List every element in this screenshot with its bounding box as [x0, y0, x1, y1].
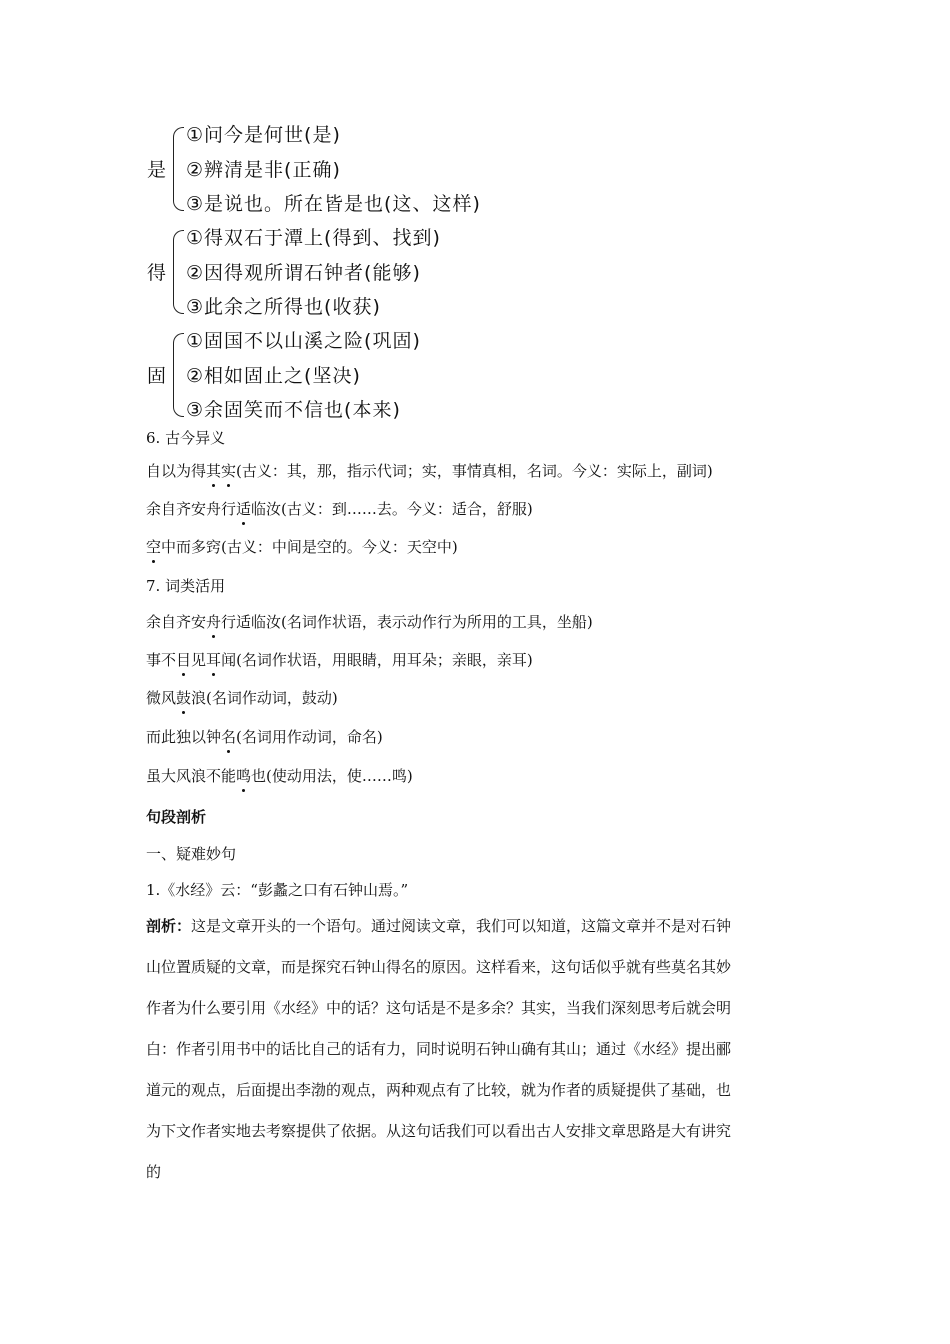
ancient-modern-line-1: [146, 460, 713, 481]
text: 行适临汝(名词作状语，表示动作行为所用的工具，坐船): [221, 613, 593, 631]
analysis-para-line-1: [146, 915, 731, 936]
text: (古义：其，那，指示代词；实，事情真相，名词。今义：实际上，副词): [236, 462, 713, 480]
dotted-char: 名: [221, 728, 237, 746]
section-heading-word-class: 7. 词类活用: [146, 577, 226, 595]
dotted-char: 目: [176, 651, 192, 669]
dotted-char: 舟: [206, 613, 222, 631]
section-heading-ancient-modern: 6. 古今异义: [146, 429, 226, 447]
word-class-line-3: [146, 687, 338, 708]
text: 浪(名词作动词，鼓动): [191, 689, 338, 707]
dotted-char: 适: [236, 500, 252, 518]
dotted-char: 其: [206, 462, 222, 480]
group-head-shi: 是: [147, 159, 167, 181]
text: 而此独以钟: [146, 728, 222, 746]
brace-gu: [173, 333, 184, 417]
text: 余自齐安: [146, 613, 207, 631]
analysis-label: 剖析：: [146, 917, 192, 935]
analysis-question-1: 1.《水经》云：“彭蠡之口有石钟山焉。”: [146, 881, 409, 899]
analysis-subheading: 一、疑难妙句: [146, 845, 237, 863]
text: 事不: [146, 651, 177, 669]
text: 闻(名词作状语，用眼睛，用耳朵；亲眼，亲耳): [221, 651, 533, 669]
text: 余自齐安舟行: [146, 500, 237, 518]
dotted-char: 耳: [206, 651, 222, 669]
group-shi-item-1: ①问今是何世(是): [186, 124, 341, 146]
analysis-para-line-7: 的: [146, 1163, 162, 1181]
group-shi-item-2: ②辨清是非(正确): [186, 159, 341, 181]
analysis-para-line-4: 白：作者引用书中的话比自己的话有力，同时说明石钟山确有其山；通过《水经》提出郦: [146, 1040, 732, 1058]
section-heading-analysis: 句段剖析: [146, 808, 207, 826]
dotted-char: 鼓: [176, 689, 192, 707]
group-head-gu: 固: [147, 365, 167, 387]
analysis-para-line-6: 为下文作者实地去考察提供了依据。从这句话我们可以看出古人安排文章思路是大有讲究: [146, 1122, 732, 1140]
analysis-para-line-3: 作者为什么要引用《水经》中的话？这句话是不是多余？其实，当我们深刻思考后就会明: [146, 999, 732, 1017]
text: 也(使动用法，使……鸣): [251, 767, 413, 785]
text: 见: [191, 651, 207, 669]
group-de-item-3: ③此余之所得也(收获): [186, 296, 381, 318]
group-gu-item-3: ③余固笑而不信也(本来): [186, 399, 401, 421]
text: 虽大风浪不能: [146, 767, 237, 785]
analysis-para-line-2: 山位置质疑的文章，而是探究石钟山得名的原因。这样看来，这句话似乎就有些莫名其妙: [146, 958, 732, 976]
text: 这是文章开头的一个语句。通过阅读文章，我们可以知道，这篇文章并不是对石钟: [191, 917, 732, 935]
analysis-para-line-5: 道元的观点，后面提出李渤的观点，两种观点有了比较，就为作者的质疑提供了基础，也: [146, 1081, 732, 1099]
brace-shi: [173, 127, 184, 211]
text: (名词用作动词，命名): [236, 728, 383, 746]
group-head-de: 得: [147, 262, 167, 284]
dotted-char: 空: [146, 538, 162, 556]
dotted-char: 实: [221, 462, 237, 480]
text: 微风: [146, 689, 177, 707]
word-class-line-5: [146, 765, 413, 786]
brace-de: [173, 230, 184, 314]
dotted-char: 鸣: [236, 767, 252, 785]
group-de-item-2: ②因得观所谓石钟者(能够): [186, 262, 421, 284]
word-class-line-1: [146, 611, 593, 632]
text: 临汝(古义：到……去。今义：适合，舒服): [251, 500, 533, 518]
word-class-line-4: [146, 726, 383, 747]
ancient-modern-line-2: [146, 498, 533, 519]
group-de-item-1: ①得双石于潭上(得到、找到): [186, 227, 441, 249]
text: 自以为得: [146, 462, 207, 480]
ancient-modern-line-3: [146, 536, 458, 557]
word-class-line-2: [146, 649, 533, 670]
group-shi-item-3: ③是说也。所在皆是也(这、这样): [186, 193, 481, 215]
text: 中而多窍(古义：中间是空的。今义：天空中): [161, 538, 458, 556]
group-gu-item-1: ①固国不以山溪之险(巩固): [186, 330, 421, 352]
group-gu-item-2: ②相如固止之(坚决): [186, 365, 361, 387]
